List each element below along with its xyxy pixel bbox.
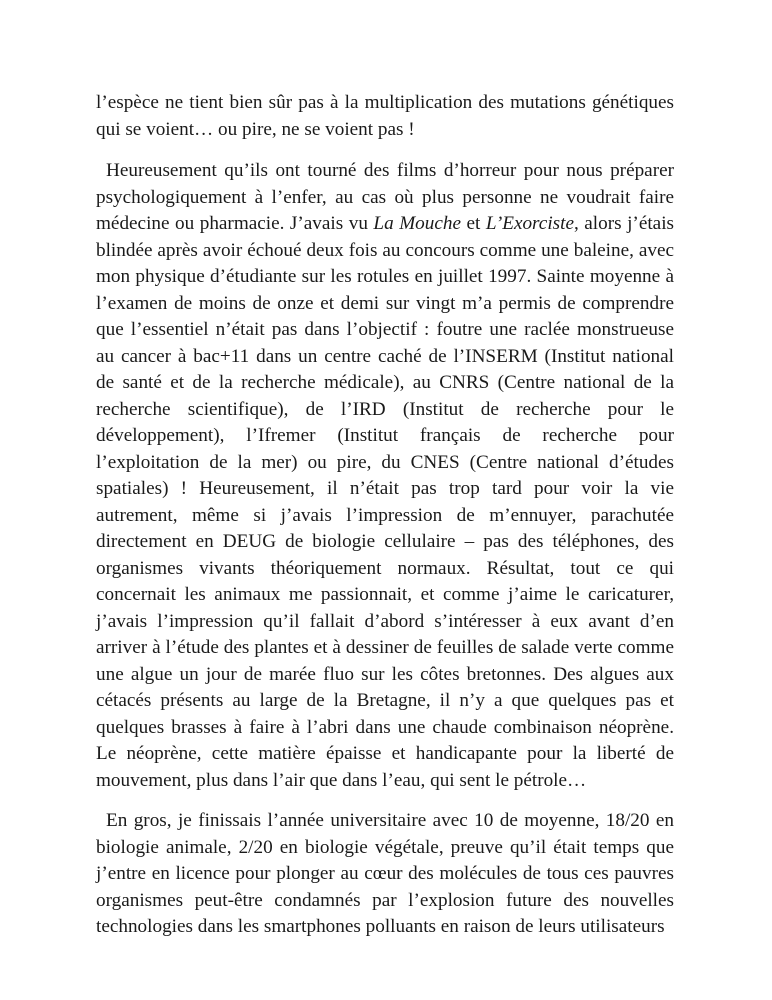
paragraph-2-text-a: Heureusement qu’ils ont tourné des films d’horreur pour nous préparer psychologiquement à l’enfer, au cas où plus personne ne voudrait faire médecine ou pharmacie. J’avais vu [96, 160, 674, 234]
paragraph-1-text: l’espèce ne tient bien sûr pas à la multiplication des mutations génétiques qui se voient… ou pire, ne se voient pas ! [96, 92, 674, 140]
film-title-la-mouche: La Mouche [373, 213, 461, 234]
paragraph-2 [96, 158, 674, 794]
document-page [96, 90, 674, 941]
paragraph-3 [96, 808, 674, 941]
paragraph-1 [96, 90, 674, 143]
paragraph-2-text-c: , alors j’étais blindée après avoir échoué deux fois au concours comme une baleine, avec mon physique d’étudiante sur les rotules en juillet 1997. Sainte moyenne à l’examen de moins de onze et demi sur vingt m’a permis de comprendre que l’essentiel n’était pas dans l’objectif : foutre une raclée monstrueuse au cancer à bac+11 dans un centre caché de l’INSERM (Institut national de santé et de la recherche médicale), au CNRS (Centre national de la recherche scientifique), de l’IRD (Institut de recherche pour le développement), l’Ifremer (Institut français de recherche pour l’exploitation de la mer) ou pire, du CNES (Centre national d’études spatiales) ! Heureusement, il n’était pas trop tard pour voir la vie autrement, même si j’avais l’impression de m’ennuyer, parachutée directement en DEUG de biologie cellulaire – pas des téléphones, des organismes vivants théoriquement normaux. Résultat, tout ce qui concernait les animaux me passionnait, et comme j’aime le caricaturer, j’avais l’impression qu’il fallait d’abord s’intéresser à eux avant d’en arriver à l’étude des plantes et à dessiner de feuilles de salade verte comme une algue un jour de marée fluo sur les côtes bretonnes. Des algues aux cétacés présents au large de la Bretagne, il n’y a que quelques pas et quelques brasses à faire à l’abri dans une chaude combinaison néoprène. Le néoprène, cette matière épaisse et handicapante pour la liberté de mouvement, plus dans l’air que dans l’eau, qui sent le pétrole… [96, 213, 674, 791]
paragraph-2-text-b: et [461, 213, 486, 234]
paragraph-3-text: En gros, je finissais l’année universitaire avec 10 de moyenne, 18/20 en biologie animale, 2/20 en biologie végétale, preuve qu’il était temps que j’entre en licence pour plonger au cœur des molécules de tous ces pauvres organismes peut-être condamnés par l’explosion future des nouvelles technologies dans les smartphones polluants en raison de leurs utilisateurs [96, 810, 674, 937]
film-title-exorciste: L’Exorciste [485, 213, 574, 234]
